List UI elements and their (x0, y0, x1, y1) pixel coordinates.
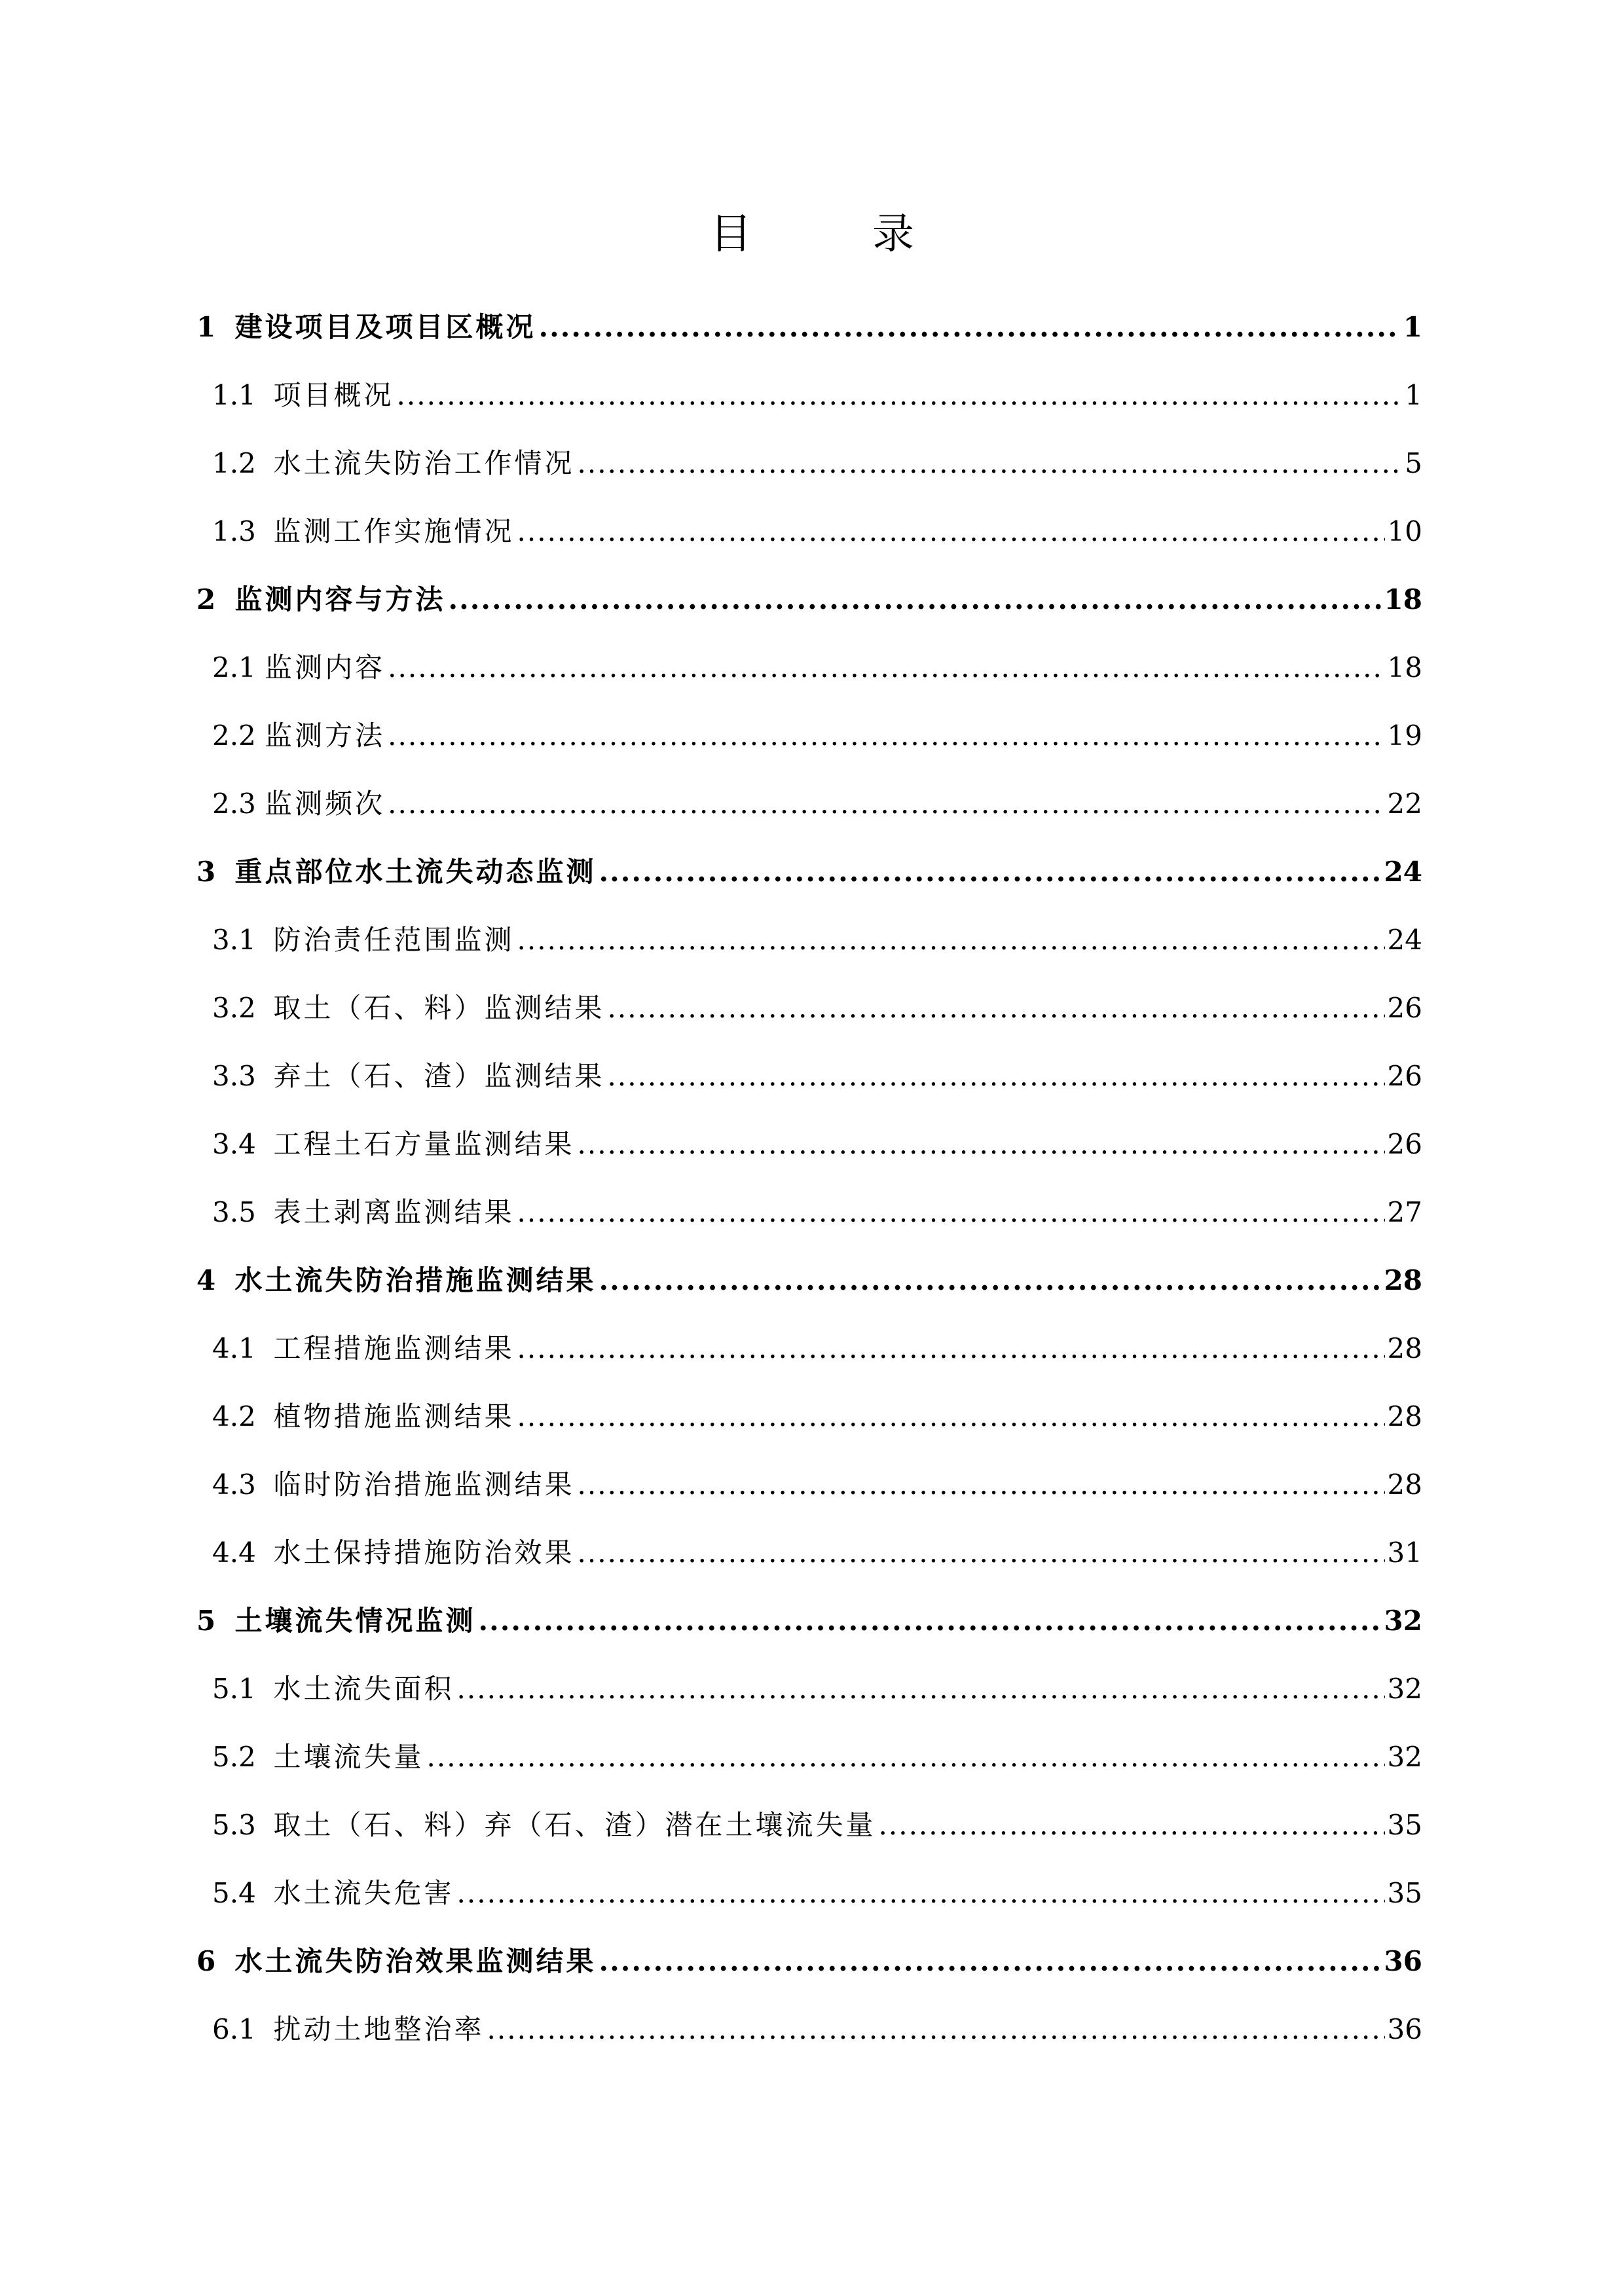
toc-dot-leader (608, 981, 1385, 1036)
page-title: 目 录 (710, 210, 953, 259)
toc-entry-page-number: 18 (1387, 651, 1422, 683)
toc-dot-leader (517, 504, 1385, 559)
toc-dot-leader (427, 1730, 1385, 1785)
toc-section-entry[interactable] (196, 1185, 1422, 1253)
toc-section-entry[interactable] (196, 1798, 1422, 1866)
table-of-contents (196, 300, 1422, 2070)
toc-chapter-entry[interactable] (196, 1253, 1422, 1321)
toc-section-entry[interactable] (196, 1525, 1422, 1594)
toc-section-entry[interactable] (196, 1866, 1422, 1934)
toc-entry-title: 水土流失防治效果监测结果 (234, 1945, 597, 1977)
toc-entry-page-number: 18 (1384, 583, 1422, 615)
toc-entry-page-number: 1 (1403, 311, 1422, 343)
toc-dot-leader (487, 2002, 1385, 2057)
toc-chapter-entry[interactable] (196, 1934, 1422, 2002)
toc-entry-number: 2.1 (212, 651, 265, 683)
toc-entry-page-number: 27 (1387, 1196, 1422, 1228)
toc-section-entry[interactable] (196, 1049, 1422, 1117)
toc-entry-page-number: 28 (1387, 1400, 1422, 1432)
toc-entry-page-number: 32 (1387, 1741, 1422, 1773)
toc-entry-title: 工程土石方量监测结果 (273, 1128, 575, 1160)
toc-dot-leader (578, 1457, 1385, 1512)
toc-dot-leader (879, 1798, 1385, 1853)
toc-chapter-entry[interactable] (196, 845, 1422, 913)
toc-section-entry[interactable] (196, 1321, 1422, 1389)
toc-dot-leader (599, 845, 1381, 900)
toc-entry-title: 监测方法 (265, 720, 386, 752)
toc-entry-number: 3.1 (212, 924, 274, 956)
toc-section-entry[interactable] (196, 1389, 1422, 1457)
toc-dot-leader (517, 1185, 1385, 1240)
toc-section-entry[interactable] (196, 1662, 1422, 1730)
toc-dot-leader (478, 1594, 1381, 1649)
toc-section-entry[interactable] (196, 436, 1422, 504)
toc-entry-title: 监测内容 (265, 651, 386, 683)
toc-section-entry[interactable] (196, 504, 1422, 572)
toc-entry-number: 1.1 (212, 379, 274, 411)
toc-entry-number: 1.3 (212, 515, 274, 547)
toc-entry-page-number: 32 (1384, 1605, 1422, 1637)
toc-entry-number: 2.3 (212, 788, 265, 820)
toc-dot-leader (578, 1117, 1385, 1172)
toc-dot-leader (457, 1866, 1385, 1921)
toc-entry-title: 扰动土地整治率 (273, 2013, 485, 2045)
toc-entry-page-number: 22 (1387, 788, 1422, 820)
toc-entry-number: 3 (196, 856, 235, 888)
toc-entry-number: 5.3 (212, 1809, 274, 1841)
toc-entry-number: 6 (196, 1945, 235, 1977)
toc-entry-title: 水土流失防治工作情况 (273, 447, 575, 479)
toc-entry-page-number: 26 (1387, 1128, 1422, 1160)
toc-entry-page-number: 19 (1387, 720, 1422, 752)
toc-entry-page-number: 28 (1384, 1264, 1422, 1296)
toc-entry-number: 5.2 (212, 1741, 274, 1773)
toc-dot-leader (388, 708, 1384, 763)
toc-entry-title: 监测工作实施情况 (273, 515, 515, 547)
toc-entry-number: 3.4 (212, 1128, 274, 1160)
toc-entry-page-number: 32 (1387, 1673, 1422, 1705)
toc-entry-page-number: 35 (1387, 1809, 1422, 1841)
toc-entry-number: 3.3 (212, 1060, 274, 1092)
toc-dot-leader (448, 572, 1381, 627)
toc-entry-title: 植物措施监测结果 (273, 1400, 515, 1432)
toc-chapter-entry[interactable] (196, 300, 1422, 368)
toc-dot-leader (517, 913, 1385, 968)
toc-entry-title: 表土剥离监测结果 (273, 1196, 515, 1228)
toc-entry-number: 1 (196, 311, 235, 343)
toc-entry-number: 4.4 (212, 1537, 274, 1569)
toc-entry-page-number: 10 (1387, 515, 1422, 547)
toc-entry-number: 6.1 (212, 2013, 274, 2045)
toc-entry-page-number: 28 (1387, 1332, 1422, 1364)
toc-entry-page-number: 26 (1387, 1060, 1422, 1092)
toc-section-entry[interactable] (196, 640, 1422, 708)
toc-section-entry[interactable] (196, 1457, 1422, 1525)
toc-dot-leader (538, 300, 1400, 355)
toc-entry-title: 水土流失防治措施监测结果 (234, 1264, 597, 1296)
toc-dot-leader (517, 1321, 1385, 1376)
toc-entry-number: 2.2 (212, 720, 265, 752)
toc-entry-title: 防治责任范围监测 (273, 924, 515, 956)
toc-dot-leader (388, 776, 1384, 831)
toc-dot-leader (397, 368, 1403, 423)
toc-entry-title: 项目概况 (273, 379, 394, 411)
toc-entry-number: 2 (196, 583, 235, 615)
toc-section-entry[interactable] (196, 2002, 1422, 2070)
toc-entry-title: 水土流失危害 (273, 1877, 454, 1909)
toc-entry-number: 3.2 (212, 992, 274, 1024)
toc-entry-number: 5 (196, 1605, 235, 1637)
toc-entry-page-number: 26 (1387, 992, 1422, 1024)
toc-entry-page-number: 36 (1387, 2013, 1422, 2045)
toc-entry-title: 重点部位水土流失动态监测 (234, 856, 597, 888)
toc-entry-title: 监测频次 (265, 788, 386, 820)
toc-entry-title: 取土（石、料）监测结果 (273, 992, 605, 1024)
toc-entry-title: 监测内容与方法 (234, 583, 446, 615)
toc-entry-page-number: 1 (1405, 379, 1422, 411)
toc-dot-leader (599, 1934, 1381, 1989)
toc-entry-title: 建设项目及项目区概况 (234, 311, 536, 343)
toc-entry-page-number: 5 (1405, 447, 1422, 479)
toc-entry-page-number: 24 (1387, 924, 1422, 956)
toc-entry-title: 临时防治措施监测结果 (273, 1468, 575, 1501)
toc-entry-page-number: 31 (1387, 1537, 1422, 1569)
toc-dot-leader (457, 1662, 1385, 1717)
toc-entry-number: 1.2 (212, 447, 274, 479)
toc-entry-title: 水土流失面积 (273, 1673, 454, 1705)
toc-entry-title: 水土保持措施防治效果 (273, 1537, 575, 1569)
toc-entry-number: 4.1 (212, 1332, 274, 1364)
toc-entry-title: 取土（石、料）弃（石、渣）潜在土壤流失量 (273, 1809, 876, 1841)
toc-entry-page-number: 24 (1384, 856, 1422, 888)
toc-entry-title: 土壤流失量 (273, 1741, 424, 1773)
toc-entry-title: 工程措施监测结果 (273, 1332, 515, 1364)
toc-chapter-entry[interactable] (196, 1594, 1422, 1662)
toc-dot-leader (608, 1049, 1385, 1104)
toc-section-entry[interactable] (196, 913, 1422, 981)
toc-entry-number: 3.5 (212, 1196, 274, 1228)
toc-entry-page-number: 28 (1387, 1468, 1422, 1501)
toc-entry-title: 土壤流失情况监测 (234, 1605, 476, 1637)
toc-section-entry[interactable] (196, 981, 1422, 1049)
toc-entry-title: 弃土（石、渣）监测结果 (273, 1060, 605, 1092)
toc-entry-number: 4.3 (212, 1468, 274, 1501)
toc-entry-number: 4 (196, 1264, 235, 1296)
toc-section-entry[interactable] (196, 1730, 1422, 1798)
toc-section-entry[interactable] (196, 1117, 1422, 1185)
toc-section-entry[interactable] (196, 368, 1422, 436)
toc-dot-leader (578, 436, 1403, 491)
toc-dot-leader (599, 1253, 1381, 1308)
toc-section-entry[interactable] (196, 708, 1422, 776)
toc-entry-page-number: 35 (1387, 1877, 1422, 1909)
toc-dot-leader (517, 1389, 1385, 1444)
toc-entry-number: 5.1 (212, 1673, 274, 1705)
toc-dot-leader (388, 640, 1384, 695)
toc-section-entry[interactable] (196, 776, 1422, 845)
toc-entry-number: 5.4 (212, 1877, 274, 1909)
toc-chapter-entry[interactable] (196, 572, 1422, 640)
toc-entry-number: 4.2 (212, 1400, 274, 1432)
toc-entry-page-number: 36 (1384, 1945, 1422, 1977)
toc-dot-leader (578, 1525, 1385, 1580)
